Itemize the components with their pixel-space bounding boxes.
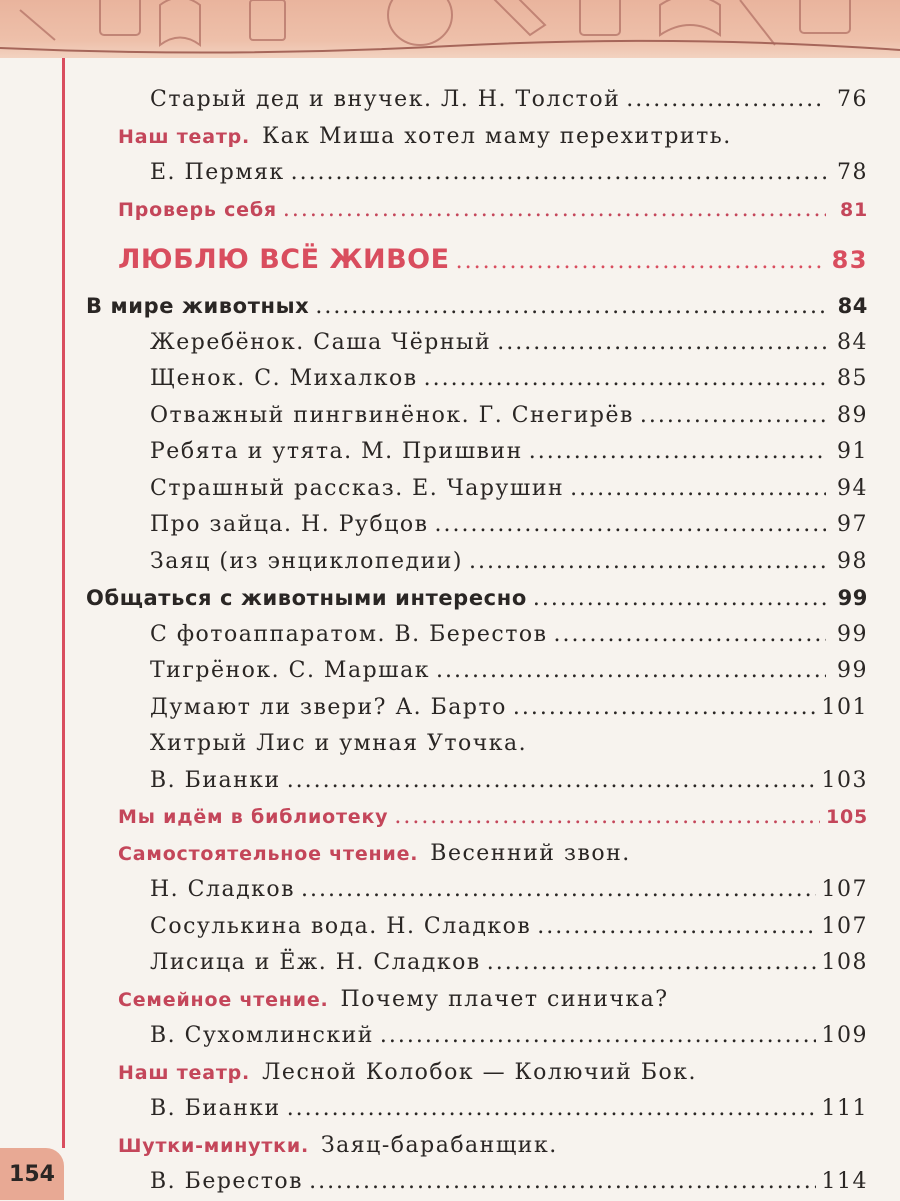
toc-subsection-heading xyxy=(86,288,868,325)
dot-leader xyxy=(640,398,826,435)
toc-entry-title: Сосулькина вода. Н. Сладков xyxy=(150,913,532,939)
toc-entry xyxy=(118,653,868,690)
toc-entry-title: С фотоаппаратом. В. Берестов xyxy=(150,621,548,647)
dot-leader xyxy=(436,653,826,690)
toc-entry xyxy=(118,82,868,119)
toc-rubric-label: Самостоятельное чтение. xyxy=(118,842,419,865)
toc-entry xyxy=(118,690,868,727)
toc-entry xyxy=(118,471,868,508)
toc-entry xyxy=(118,1018,868,1055)
pencil-icon xyxy=(20,10,55,40)
toc-entry xyxy=(118,155,868,192)
toc-entry-title: Почему плачет синичка? xyxy=(340,986,669,1012)
toc-entry-title: В. Бианки xyxy=(150,1096,281,1121)
toc-entry-title: Как Миша хотел маму перехитрить. xyxy=(262,123,732,149)
toc-rubric-label: Шутки-минутки. xyxy=(118,1134,309,1157)
toc-labeled-line xyxy=(118,982,868,1019)
toc-entry xyxy=(118,434,868,471)
toc-entry-title: ЛЮБЛЮ ВСЁ ЖИВОЕ xyxy=(118,244,450,275)
toc-entry xyxy=(118,361,868,398)
toc-entry-title: В. Бианки xyxy=(150,767,281,793)
toc-entry-title: Ребята и утята. М. Пришвин xyxy=(150,439,523,464)
toc-page-number: 81 xyxy=(839,198,868,221)
toc-entry-title: Старый дед и внучек. Л. Н. Толстой xyxy=(150,87,621,112)
toc-entry xyxy=(118,945,868,982)
dot-leader xyxy=(394,799,820,836)
toc-entry xyxy=(118,325,868,362)
dot-leader xyxy=(513,690,816,727)
toc-page-number: 109 xyxy=(821,1023,868,1048)
dot-leader xyxy=(554,617,826,654)
book-icon-2 xyxy=(800,0,850,33)
toc-entry xyxy=(118,544,868,581)
toc-entry-title: Думают ли звери? А. Барто xyxy=(150,694,507,720)
letter-block-icon-2 xyxy=(580,0,620,35)
toc-entry-title: Лесной Колобок — Колючий Бок. xyxy=(262,1059,697,1085)
dot-leader xyxy=(287,1091,816,1128)
toc-page-number: 107 xyxy=(821,913,868,939)
dot-leader xyxy=(291,155,826,192)
pencil-icon-2 xyxy=(740,0,775,45)
toc-page-number: 98 xyxy=(837,548,868,574)
toc-page-number: 101 xyxy=(821,694,868,720)
toc-entry-title: Мы идём в библиотеку xyxy=(118,806,389,828)
toc-entry-title: Заяц-барабанщик. xyxy=(320,1132,558,1158)
toc-entry-title: Весенний звон. xyxy=(430,840,631,866)
toc-rubric-label: Наш театр. xyxy=(118,125,251,148)
toc-page-number: 84 xyxy=(837,329,868,355)
toc-labeled-line xyxy=(118,119,868,156)
dot-leader xyxy=(570,471,826,508)
toc-rubric-entry xyxy=(118,799,868,836)
dot-leader xyxy=(456,234,826,290)
toc-rubric-label: Наш театр. xyxy=(118,1061,251,1084)
toc-entry-title: В. Сухомлинский xyxy=(150,1023,374,1048)
dot-leader xyxy=(301,872,815,909)
dot-leader xyxy=(309,1164,815,1201)
dot-leader xyxy=(434,507,826,544)
toc-page-number: 99 xyxy=(837,586,868,610)
dot-leader xyxy=(537,909,815,946)
toc-page-number: 97 xyxy=(837,512,868,537)
toc-entry xyxy=(118,398,868,435)
toc-page-number: 105 xyxy=(825,806,868,828)
toc-subsection-heading xyxy=(86,580,868,617)
dot-leader xyxy=(424,361,826,398)
book-icon xyxy=(100,0,140,35)
toc-page-number: 76 xyxy=(837,87,868,112)
dot-leader xyxy=(469,544,826,581)
toc-entry xyxy=(118,507,868,544)
table-of-contents xyxy=(86,82,868,1201)
toc-rubric-label: Семейное чтение. xyxy=(118,988,329,1011)
toc-page-number: 94 xyxy=(837,475,868,501)
letter-block-icon xyxy=(250,0,285,40)
toc-page-number: 114 xyxy=(821,1169,868,1194)
dot-leader xyxy=(487,945,816,982)
toc-rubric-entry xyxy=(118,192,868,229)
toc-entry xyxy=(118,763,868,800)
dot-leader xyxy=(533,581,826,618)
toc-entry-title: Тигрёнок. С. Маршак xyxy=(150,658,430,683)
toc-entry-title: Щенок. С. Михалков xyxy=(150,366,418,391)
school-items-decoration xyxy=(0,0,900,58)
toc-page-number: 89 xyxy=(837,402,868,428)
decorative-header-band xyxy=(0,0,900,58)
toc-page-number: 99 xyxy=(837,621,868,647)
toc-entry-title: Отважный пингвинёнок. Г. Снегирёв xyxy=(150,402,634,428)
toc-page-number: 83 xyxy=(831,246,868,274)
page-number: 154 xyxy=(0,1148,64,1200)
scroll-icon xyxy=(490,0,545,35)
toc-entry-title: Про зайца. Н. Рубцов xyxy=(150,512,429,537)
toc-page-number: 111 xyxy=(821,1096,868,1121)
toc-page-number: 78 xyxy=(837,160,868,185)
toc-page-number: 108 xyxy=(821,950,868,975)
toc-page-number: 107 xyxy=(821,877,868,902)
toc-section-heading xyxy=(118,232,868,288)
toc-entry xyxy=(118,909,868,946)
toc-entry xyxy=(118,872,868,909)
toc-entry-title: Н. Сладков xyxy=(150,877,296,902)
toc-labeled-line xyxy=(118,836,868,873)
dot-leader xyxy=(287,763,816,800)
toc-entry-title: Е. Пермяк xyxy=(150,160,285,185)
toc-page-number: 85 xyxy=(837,366,868,391)
page-margin-line xyxy=(62,58,65,1148)
toc-page-number: 84 xyxy=(837,294,868,318)
dot-leader xyxy=(315,289,826,326)
toc-entry-title: Лисица и Ёж. Н. Сладков xyxy=(150,950,481,975)
toc-page-number: 99 xyxy=(837,658,868,683)
toc-entry-title: Страшный рассказ. Е. Чарушин xyxy=(150,475,565,501)
toc-entry xyxy=(118,726,868,763)
toc-entry xyxy=(118,1091,868,1128)
toc-entry-title: Проверь себя xyxy=(118,198,277,221)
toc-entry-title: В мире животных xyxy=(86,294,310,318)
toc-page-number: 103 xyxy=(821,767,868,793)
dot-leader xyxy=(380,1018,816,1055)
toc-entry xyxy=(118,1164,868,1201)
toc-entry-title: В. Берестов xyxy=(150,1169,304,1194)
toc-entry-title: Хитрый Лис и умная Уточка. xyxy=(150,731,528,756)
dot-leader xyxy=(626,82,826,119)
dot-leader xyxy=(283,192,826,229)
open-book-icon-2 xyxy=(660,0,720,35)
dot-leader xyxy=(497,325,826,362)
toc-labeled-line xyxy=(118,1055,868,1092)
dot-leader xyxy=(529,434,826,471)
toc-entry-title: Общаться с животными интересно xyxy=(86,586,527,610)
toc-page-number: 91 xyxy=(837,439,868,464)
toc-entry xyxy=(118,617,868,654)
toc-labeled-line xyxy=(118,1128,868,1165)
toc-entry-title: Жеребёнок. Саша Чёрный xyxy=(150,329,492,355)
open-book-icon xyxy=(160,0,200,45)
globe-icon xyxy=(388,0,452,45)
toc-entry-title: Заяц (из энциклопедии) xyxy=(150,548,463,574)
